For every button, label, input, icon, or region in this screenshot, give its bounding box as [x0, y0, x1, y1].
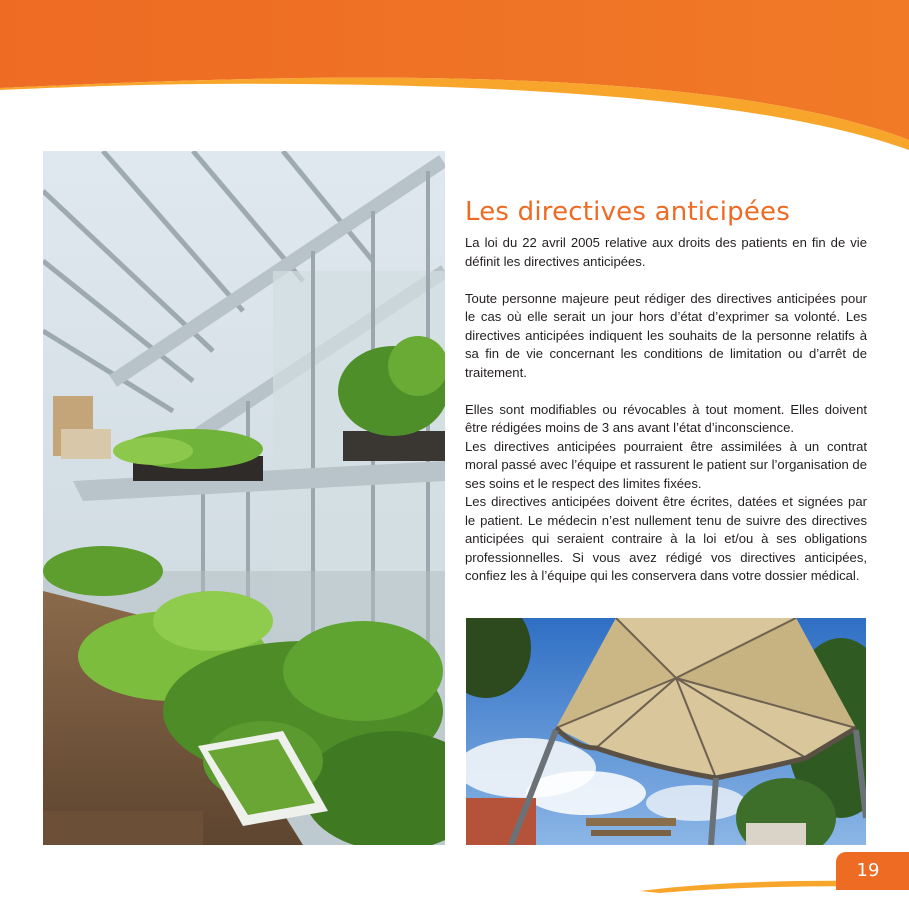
body-text [465, 234, 867, 586]
paragraph: Les directives anticipées pourraient être assimilées à un contrat moral passé avec l’équipe et rassurent le patient sur l’organisation de ses soins et le respect des limites fixées. [465, 438, 867, 491]
greenhouse-photo [43, 151, 445, 845]
page-number: 19 [856, 860, 880, 881]
footer-orange-swoosh [0, 849, 909, 909]
paragraph: La loi du 22 avril 2005 relative aux droits des patients en fin de vie définit les directives anticipées. [465, 235, 867, 269]
paragraph: Toute personne majeure peut rédiger des directives anticipées pour le cas où elle serait un jour hors d’état d’exprimer sa volonté. Les directives anticipées indiquent les souhaits de la personne relatifs à sa fin de vie concernant les conditions de limitation ou d’arrêt de traitement. [465, 290, 867, 380]
header-orange-band [0, 0, 909, 150]
paragraph: Les directives anticipées doivent être écrites, datées et signées par le patient. Le médecin n’est nullement tenu de suivre des directives anticipées qui seraient contraire à la loi et/ou à ses obligations professionnelles. Si vous avez rédigé vos directives anticipées, confiez les à l’équipe qui les conservera dans votre dossier médical. [465, 494, 867, 583]
paragraph: Elles sont modifiables ou révocables à tout moment. Elles doivent être rédigées moins de 3 ans avant l’état d’inconscience. [465, 401, 867, 435]
page-title: Les directives anticipées [465, 197, 790, 227]
canopy-tent-photo [466, 618, 866, 845]
